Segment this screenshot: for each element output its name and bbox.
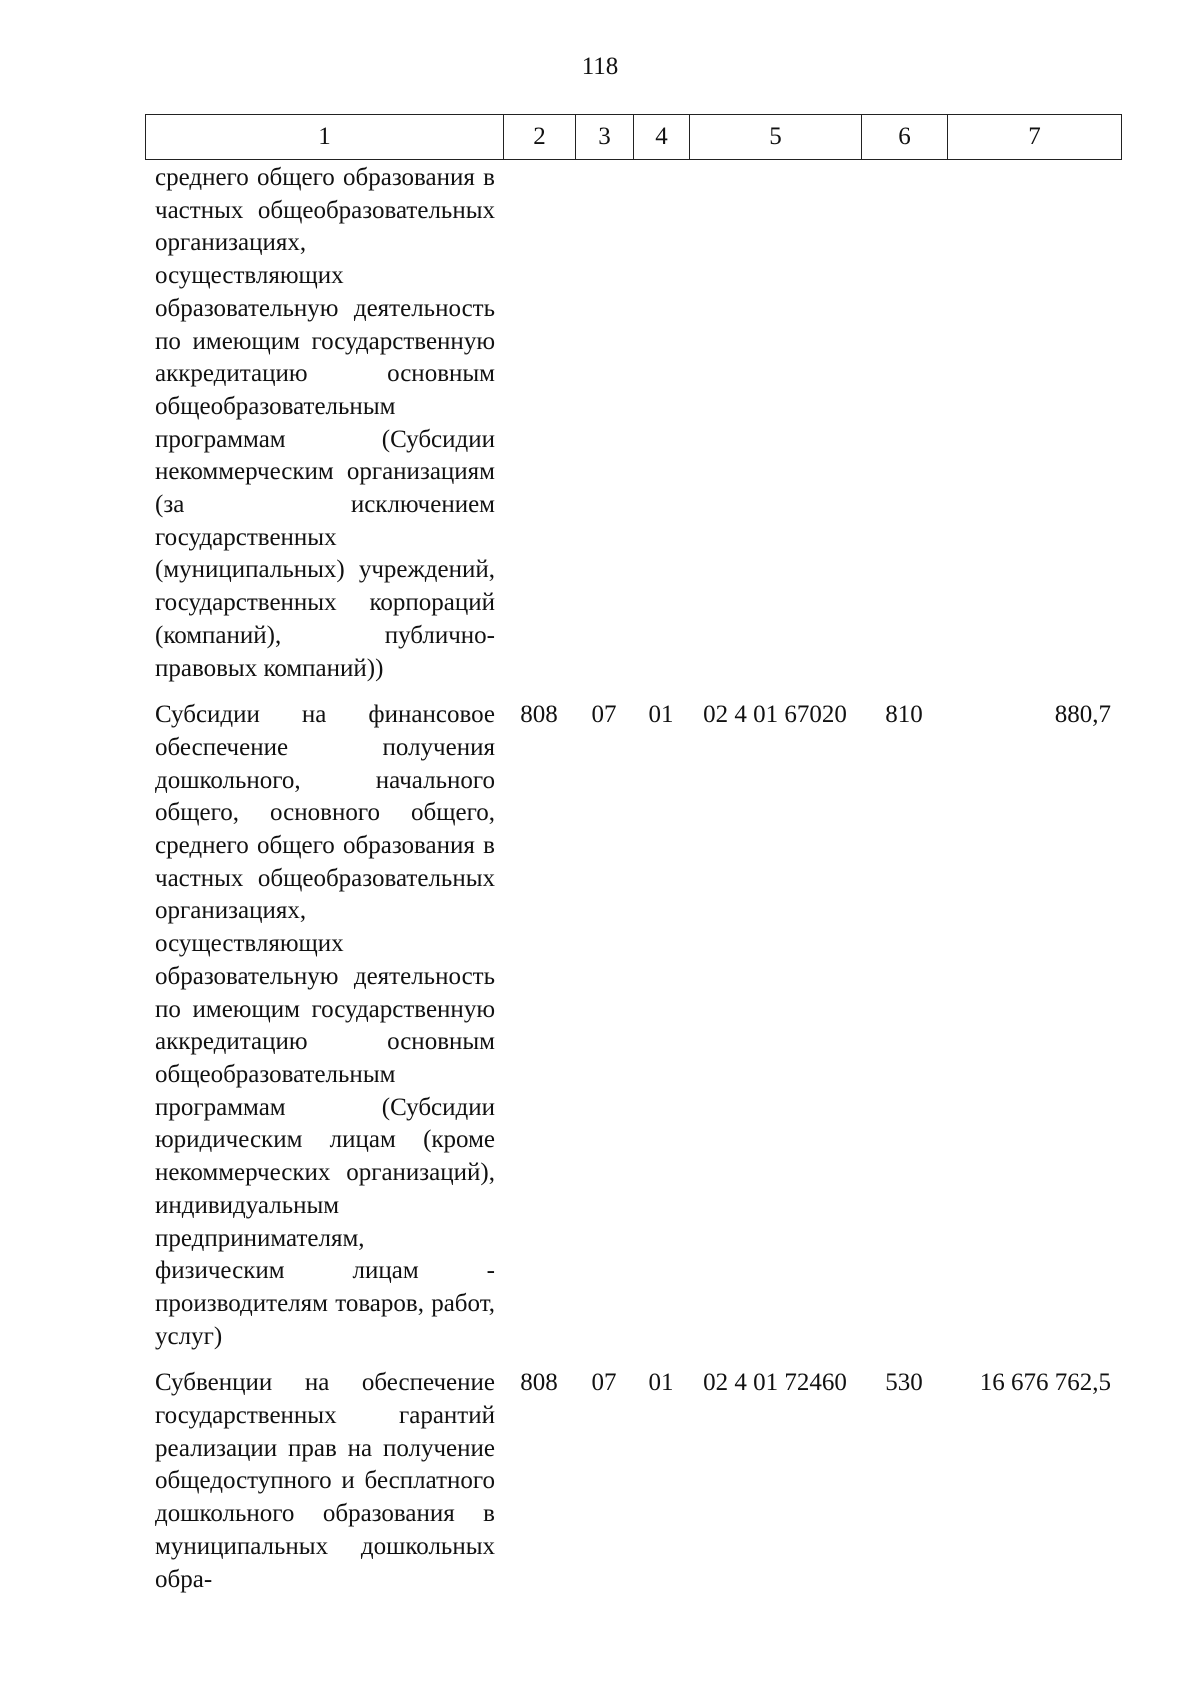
column-header-6: 6: [862, 115, 948, 160]
column-header-table: [145, 114, 1122, 160]
row-ministry-code: [503, 162, 575, 685]
row-ministry-code: 808: [520, 701, 558, 729]
row-target-article: 02 4 01 72460: [703, 1369, 847, 1397]
row-amount: 16 676 762,5: [979, 1369, 1111, 1397]
row-description: Субсидии на финансовое обеспечение получения дошкольного, начального общего, основного общего, среднего общего образования в частных общеобразовательных организациях, осуществляющих образовательную деятельность по имеющим государственную аккредитацию основным общеобразовательным программам (Субсидии юридическим лицам (кроме некоммерческих организаций), индивидуальным предпринимателям, физическим лицам - производителям товаров, работ, услуг): [155, 701, 495, 1350]
row-section-code: 07: [591, 1369, 617, 1397]
column-header-5: 5: [690, 115, 862, 160]
column-header-row: [146, 115, 1122, 160]
column-header-7: 7: [948, 115, 1122, 160]
row-section-code: 07: [591, 701, 617, 729]
row-ministry-code: 808: [520, 1369, 558, 1397]
table-row: [145, 1353, 1121, 1596]
row-expense-type: 530: [885, 1369, 923, 1397]
row-target-article: 02 4 01 67020: [703, 701, 847, 729]
row-expense-type: [861, 162, 947, 685]
row-subsection-code: 01: [648, 701, 674, 729]
page-number: 118: [581, 53, 619, 80]
budget-table: [145, 162, 1121, 1596]
column-header-4: 4: [634, 115, 690, 160]
row-description: Субвенции на обеспечение государственных гарантий реализации прав на получение общедоступного и бесплатного дошкольного образования в муниципальных дошкольных обра-: [155, 1369, 495, 1593]
row-amount: [947, 162, 1121, 685]
table-row: [145, 685, 1121, 1353]
column-header-3: 3: [576, 115, 634, 160]
row-description: среднего общего образования в частных общеобразовательных организациях, осуществляющих образовательную деятельность по имеющим государственную аккредитацию основным общеобразовательным программам (Субсидии некоммерческим организациям (за исключением государственных (муниципальных) учреждений, государственных корпораций (компаний), публично-правовых компаний)): [155, 164, 495, 682]
row-expense-type: 810: [885, 701, 923, 729]
row-target-article: [689, 162, 861, 685]
table-row: [145, 162, 1121, 685]
row-section-code: [575, 162, 633, 685]
row-subsection-code: [633, 162, 689, 685]
row-amount: 880,7: [1054, 701, 1111, 729]
column-header-1: 1: [146, 115, 504, 160]
row-subsection-code: 01: [648, 1369, 674, 1397]
column-header-2: 2: [504, 115, 576, 160]
